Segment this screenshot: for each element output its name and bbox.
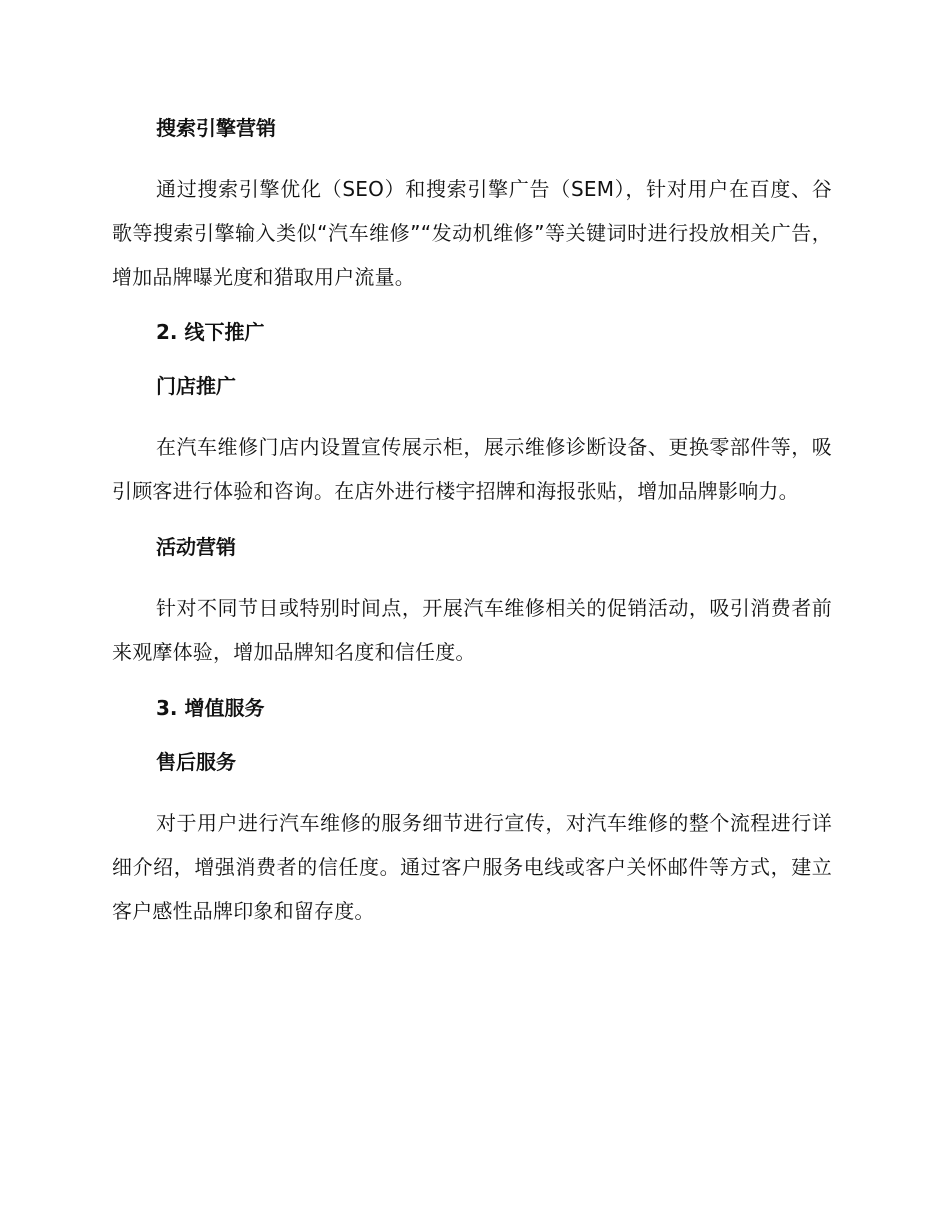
heading-offline-promotion: 2. 线下推广 (156, 320, 265, 344)
heading-event-marketing: 活动营销 (156, 535, 236, 559)
heading-store-promotion: 门店推广 (156, 374, 236, 398)
heading-search-engine-marketing: 搜索引擎营销 (156, 116, 276, 140)
paragraph-event-marketing: 针对不同节日或特别时间点，开展汽车维修相关的促销活动，吸引消费者前来观摩体验，增加品牌知名度和信任度。 (112, 596, 832, 664)
paragraph-store-promotion: 在汽车维修门店内设置宣传展示柜，展示维修诊断设备、更换零部件等，吸引顾客进行体验和咨询。在店外进行楼宇招牌和海报张贴，增加品牌影响力。 (112, 435, 832, 503)
heading-after-sales-service: 售后服务 (156, 750, 236, 774)
paragraph-after-sales-service: 对于用户进行汽车维修的服务细节进行宣传，对汽车维修的整个流程进行详细介绍，增强消费者的信任度。通过客户服务电线或客户关怀邮件等方式，建立客户感性品牌印象和留存度。 (112, 811, 832, 923)
paragraph-search-engine-marketing: 通过搜索引擎优化（SEO）和搜索引擎广告（SEM），针对用户在百度、谷歌等搜索引擎输入类似“汽车维修”“发动机维修”等关键词时进行投放相关广告，增加品牌曝光度和猎取用户流量。 (112, 177, 832, 289)
heading-value-added-services: 3. 增值服务 (156, 696, 265, 720)
document-page (112, 112, 832, 933)
